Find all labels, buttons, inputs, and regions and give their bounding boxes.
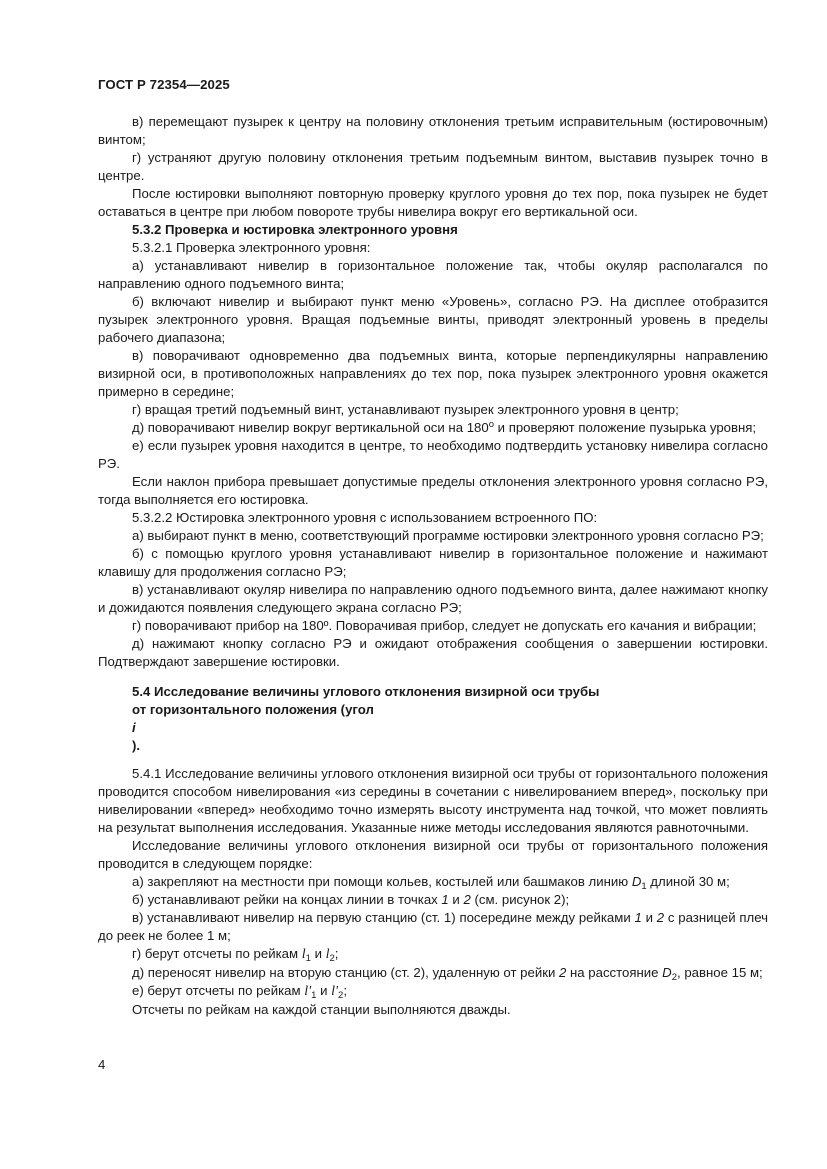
paragraph: Отсчеты по рейкам на каждой станции выполняются дважды. (132, 1002, 511, 1017)
var: D (662, 965, 672, 980)
text: с разницей плеч до реек не более 1 м; (98, 910, 768, 943)
paragraph: 5.4.1 Исследование величины углового отклонения визирной оси трубы от горизонтального положения проводится способом нивелирования «из середины в сочетании с нивелированием вперед», поскольку при нивелировании «вперед» необходимо точно измерять высоту инструмента над точкой, что может повлиять на результат выполнения исследования. Указанные ниже методы исследования являются равноточными. (98, 766, 768, 835)
document-header: ГОСТ Р 72354—2025 (98, 77, 230, 92)
paragraph: г) поворачивают прибор на 180º. Поворачивая прибор, следует не допускать его качания и вибрации; (132, 618, 757, 633)
text: е) берут отсчеты по рейкам (132, 983, 305, 998)
list-item (98, 945, 768, 964)
heading-line: 5.4 Исследование величины углового отклонения визирной оси трубы (132, 684, 600, 699)
var: 2 (656, 910, 665, 925)
paragraph: а) устанавливают нивелир в горизонтальное положение так, чтобы окуляр располагался по направлению одного подъемного винта; (98, 258, 768, 291)
degree-mark: о (488, 419, 494, 430)
text: от горизонтального положения (угол (132, 702, 374, 717)
text: ; (334, 946, 339, 961)
paragraph: г) устраняют другую половину отклонения третьим подъемным винтом, выставив пузырек точно в центре. (98, 150, 768, 183)
text: б) устанавливают рейки на концах линии в точках (132, 892, 442, 907)
paragraph: 5.3.2.1 Проверка электронного уровня: (132, 240, 371, 255)
var: l (325, 947, 330, 962)
text: на расстояние (566, 965, 663, 980)
text: ; (343, 983, 347, 998)
text: в) устанавливают нивелир на первую станцию (ст. 1) посередине между рейками (132, 910, 635, 925)
subscript: 2 (338, 990, 344, 1001)
paragraph (98, 419, 768, 437)
page-number: 4 (98, 1057, 106, 1072)
text: , равное 15 м; (677, 965, 763, 980)
text: и проверяют положение пузырька уровня; (494, 420, 757, 435)
subscript: 2 (329, 953, 335, 964)
text: д) переносят нивелир на вторую станцию (ст. 2), удаленную от рейки (132, 965, 559, 980)
var: l' (331, 984, 339, 999)
paragraph: г) вращая третий подъемный винт, устанавливают пузырек электронного уровня в центр; (132, 402, 679, 417)
subscript: 1 (641, 881, 647, 892)
paragraph: а) выбирают пункт в меню, соответствующий программе юстировки электронного уровня согласно РЭ; (132, 528, 764, 543)
paragraph: д) нажимают кнопку согласно РЭ и ожидают отображения сообщения о завершении юстировки. Подтверждают завершение юстировки. (98, 636, 768, 669)
var: l (301, 947, 306, 962)
list-item (98, 873, 768, 891)
list-item (98, 982, 768, 1001)
paragraph: 5.3.2.2 Юстировка электронного уровня с использованием встроенного ПО: (132, 510, 598, 525)
subscript: 1 (311, 990, 317, 1001)
heading-line (132, 701, 768, 755)
paragraph: в) поворачивают одновременно два подъемных винта, которые перпендикулярны направлению визирной оси, в противоположных направлениях до тех пор, пока пузырек электронного уровня окажется примерно в середине; (98, 348, 768, 399)
paragraph: е) если пузырек уровня находится в центре, то необходимо подтвердить установку нивелира согласно РЭ. (98, 438, 768, 471)
text: и (448, 892, 464, 907)
paragraph: в) перемещают пузырек к центру на половину отклонения третьим исправительным (юстировочным) винтом; (98, 114, 768, 147)
document-body (98, 113, 768, 1019)
text: и (641, 910, 657, 925)
subscript: 2 (671, 972, 677, 983)
paragraph: Если наклон прибора превышает допустимые пределы отклонения электронного уровня согласно РЭ, тогда выполняется его юстировка. (98, 474, 768, 507)
text: а) закрепляют на местности при помощи кольев, костылей или башмаков линию (132, 874, 632, 889)
text: ). (132, 738, 141, 753)
var: D (631, 874, 642, 889)
var: 1 (441, 892, 449, 907)
text: длиной 30 м; (646, 874, 730, 889)
list-item (98, 909, 768, 945)
var: 2 (559, 965, 567, 980)
subscript: 1 (305, 953, 311, 964)
paragraph: После юстировки выполняют повторную проверку круглого уровня до тех пор, пока пузырек не будет оставаться в центре при любом повороте трубы нивелира вокруг его вертикальной оси. (98, 186, 768, 219)
text: г) берут отсчеты по рейкам (132, 946, 302, 961)
paragraph: б) с помощью круглого уровня устанавливают нивелир в горизонтальное положение и нажимают клавишу для продолжения согласно РЭ; (98, 546, 768, 579)
text: и (310, 946, 326, 961)
text: д) поворачивают нивелир вокруг вертикальной оси на 180 (132, 420, 489, 435)
text: и (316, 983, 332, 998)
var: 1 (634, 910, 642, 925)
paragraph: Исследование величины углового отклонения визирной оси трубы от горизонтального положения проводится в следующем порядке: (98, 838, 768, 871)
text: (см. рисунок 2); (470, 892, 570, 907)
paragraph: б) включают нивелир и выбирают пункт меню «Уровень», согласно РЭ. На дисплее отобразится пузырек электронного уровня. Вращая подъемные винты, приводят электронный уровень в пределы рабочего диапазона; (98, 294, 768, 345)
section-heading-5-3-2: 5.3.2 Проверка и юстировка электронного уровня (132, 222, 458, 237)
var: 2 (463, 892, 471, 907)
list-item (98, 964, 768, 982)
paragraph: в) устанавливают окуляр нивелира по направлению одного подъемного винта, далее нажимают кнопку и дожидаются появления следующего экрана согласно РЭ; (98, 582, 768, 615)
angle-symbol: i (132, 720, 136, 735)
var: l' (304, 984, 312, 999)
list-item (98, 891, 768, 909)
section-heading-5-4 (98, 683, 768, 755)
